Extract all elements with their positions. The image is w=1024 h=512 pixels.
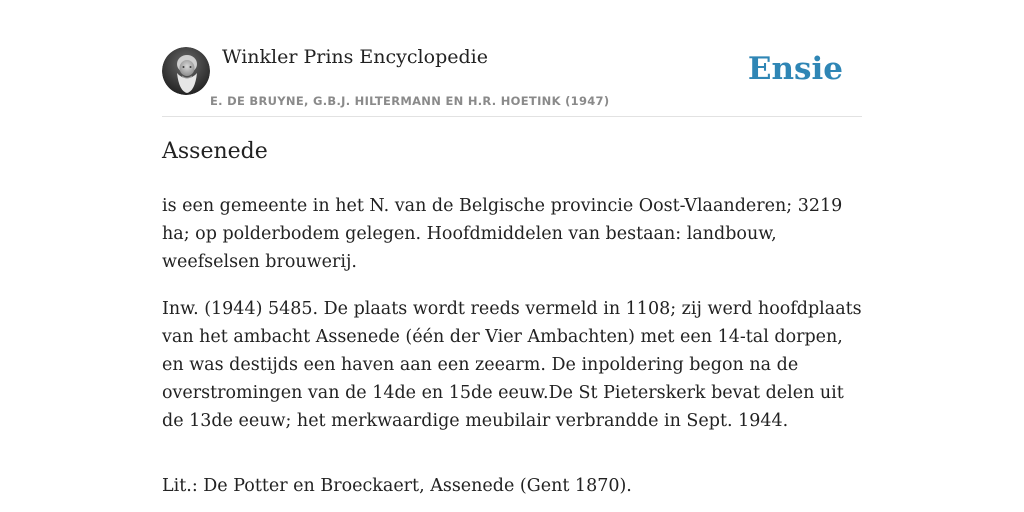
article-paragraph: is een gemeente in het N. van de Belgische provincie Oost-Vlaanderen; 3219 ha; op polderbodem gelegen. Hoofdmiddelen van bestaan: landbouw, weefselsen brouwerij. [162,196,843,272]
article-paragraph: Inw. (1944) 5485. De plaats wordt reeds vermeld in 1108; zij werd hoofdplaats van het ambacht Assenede (één der Vier Ambachten) met een 14-tal dorpen, en was destijds een haven aan een zeearm. De inpoldering begon na de overstromingen van de 14de en 15de eeuw.De St Pieterskerk bevat delen uit de 13de eeuw; het merkwaardige meubilair verbrandde in Sept. 1944. [162,299,862,431]
source-header [162,46,862,117]
author-avatar [162,47,210,95]
source-title[interactable]: Winkler Prins Encyclopedie [222,46,488,68]
article-title: Assenede [162,139,268,164]
source-authors: E. DE BRUYNE, G.B.J. HILTERMANN EN H.R. HOETINK (1947) [210,94,610,108]
article-body [162,192,862,512]
brand-logo-link[interactable]: Ensie [747,51,843,87]
article-literature: Lit.: De Potter en Broeckaert, Assenede (Gent 1870). [162,476,632,496]
portrait-photo-icon [162,47,210,95]
